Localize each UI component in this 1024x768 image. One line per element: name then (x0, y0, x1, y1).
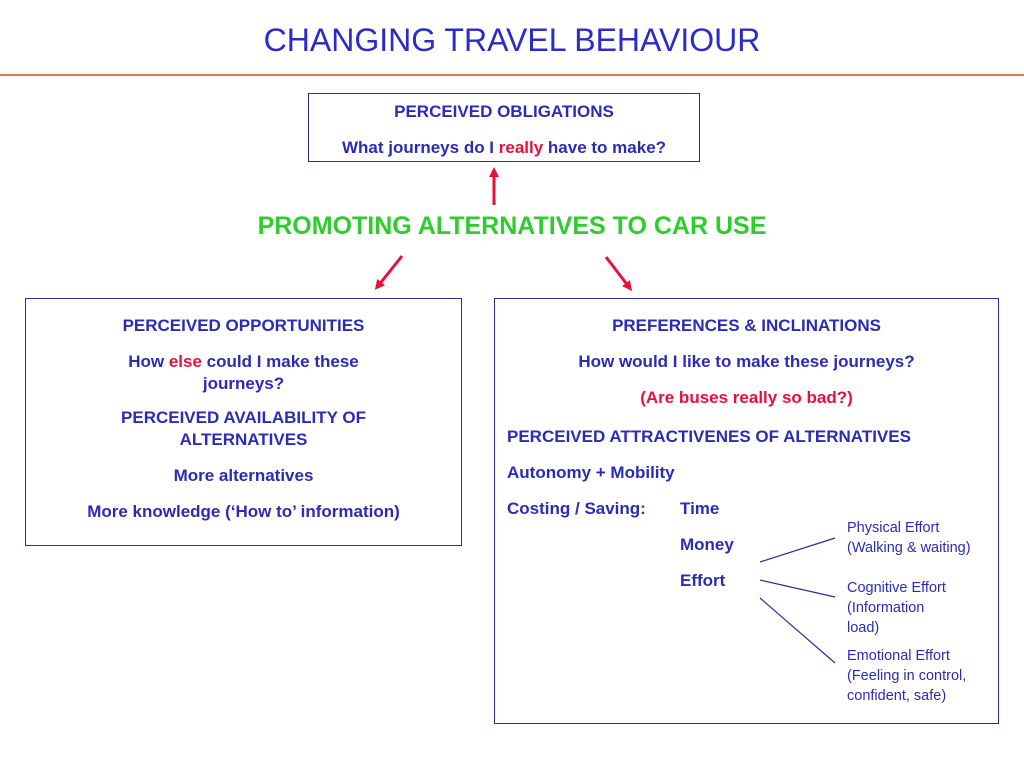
opportunities-question-pre: How (128, 352, 169, 371)
obligations-question-highlight: really (498, 138, 544, 157)
physical-effort-title: Physical Effort (847, 520, 940, 536)
opportunities-question-highlight: else (168, 352, 202, 371)
opportunities-question-post: could I make these journeys? (201, 352, 359, 393)
preferences-question: How would I like to make these journeys? (578, 352, 915, 371)
emotional-effort-detail-2: confident, safe) (847, 688, 947, 704)
connector-physical (760, 538, 835, 562)
attractiveness-heading: PERCEIVED ATTRACTIVENES OF ALTERNATIVES (507, 427, 911, 446)
availability-heading: PERCEIVED AVAILABILITY OF ALTERNATIVES (121, 408, 366, 449)
preferences-heading: PREFERENCES & INCLINATIONS (612, 316, 881, 335)
arrow-down-right-icon (606, 257, 629, 287)
opportunities-heading: PERCEIVED OPPORTUNITIES (122, 316, 365, 335)
connector-cognitive (760, 580, 835, 597)
obligations-question-pre: What journeys do I (341, 138, 499, 157)
central-heading: PROMOTING ALTERNATIVES TO CAR USE (257, 212, 767, 240)
effort-label: Effort (680, 571, 726, 590)
autonomy-text: Autonomy + Mobility (507, 463, 675, 482)
costing-label: Costing / Saving: (507, 499, 646, 518)
cognitive-effort-detail-1: (Information (847, 600, 925, 616)
connector-emotional (760, 598, 835, 663)
money-label: Money (680, 535, 734, 554)
physical-effort-detail: (Walking & waiting) (847, 540, 971, 556)
arrow-down-left-icon (378, 256, 402, 286)
obligations-heading: PERCEIVED OBLIGATIONS (394, 102, 614, 121)
obligations-question-post: have to make? (543, 138, 667, 157)
cognitive-effort-title: Cognitive Effort (847, 580, 946, 596)
buses-question: (Are buses really so bad?) (640, 388, 853, 407)
more-alternatives: More alternatives (173, 466, 314, 485)
cognitive-effort-detail-2: load) (847, 620, 880, 636)
more-knowledge: More knowledge (‘How to’ information) (87, 502, 400, 521)
page-title: CHANGING TRAVEL BEHAVIOUR (263, 22, 761, 58)
emotional-effort-detail-1: (Feeling in control, (847, 668, 967, 684)
time-label: Time (680, 499, 720, 518)
emotional-effort-title: Emotional Effort (847, 648, 950, 664)
